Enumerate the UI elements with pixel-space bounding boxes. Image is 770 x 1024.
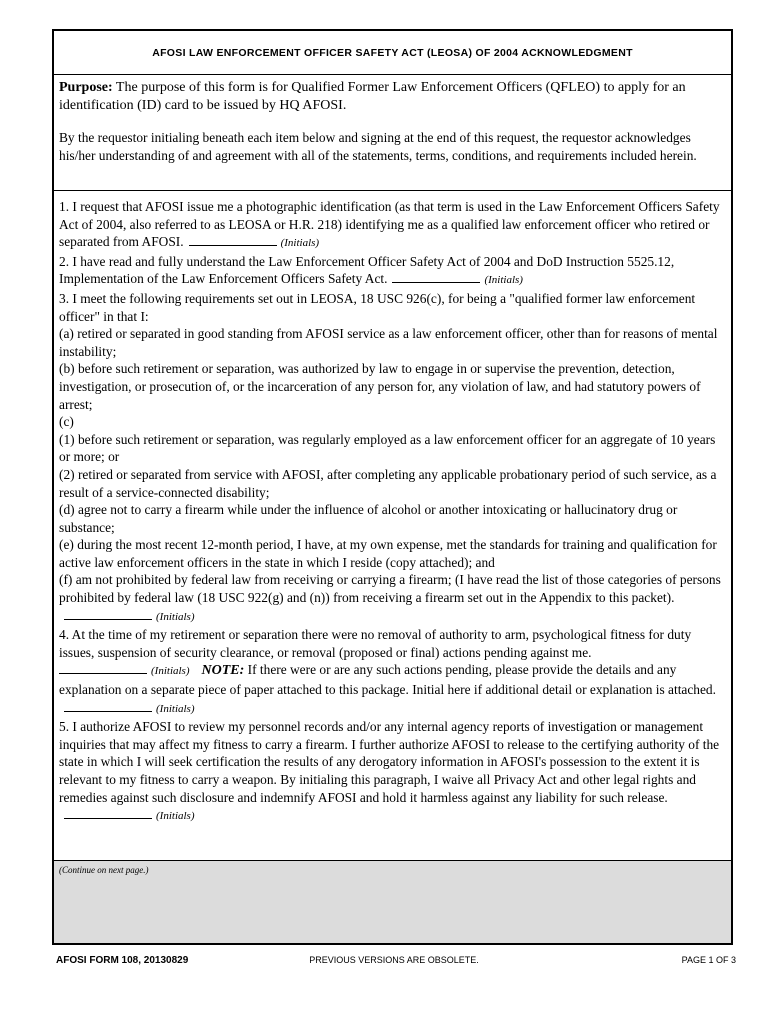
initials-field-2[interactable] <box>392 272 480 283</box>
item-3b: (b) before such retirement or separation, was authorized by law to engage in or supervise the prevention, detection, investigation, or prosecution of, or the incarceration of any person for, any violation of law, and had statutory powers of arrest; <box>59 361 701 412</box>
item-5-text: 5. I authorize AFOSI to review my personnel records and/or any internal agency reports of investigation or management inquiries that may affect my fitness to carry a firearm. I further authorize AFOSI to release to the certifying authority of the state in which I will seek certification the results of any derogatory information in AFOSI's possession to the extent it is relevant to my fitness to carry a weapon. By initialing this paragraph, I waive all Privacy Act and other legal rights and remedies against such disclosure and indemnify AFOSI and hold it harmless against any liability for such release. <box>59 719 720 805</box>
item-2-text: 2. I have read and fully understand the Law Enforcement Officer Safety Act of 2004 and DoD Instruction 5525.12, Implementation of the Law Enforcement Officers Safety Act. <box>59 253 675 287</box>
purpose-label: Purpose: <box>59 80 113 95</box>
form-body <box>54 191 731 860</box>
page-number: PAGE 1 OF 3 <box>681 955 736 965</box>
note-label: NOTE: <box>201 663 245 679</box>
initials-label: (Initials) <box>156 810 195 823</box>
initials-field-3[interactable] <box>64 609 152 620</box>
purpose-paragraph <box>59 79 725 115</box>
item-3f <box>59 571 725 626</box>
item-3e: (e) during the most recent 12-month period, I have, at my own expense, met the standards for training and qualification for active law enforcement officers in the state in which I reside (copy attached); and <box>59 537 717 570</box>
initials-field-4[interactable] <box>59 663 147 674</box>
initials-field-1[interactable] <box>189 235 277 246</box>
initials-label: (Initials) <box>151 665 190 678</box>
form-page <box>52 29 733 945</box>
item-5 <box>59 718 725 826</box>
initials-label: (Initials) <box>156 610 195 623</box>
initials-label: (Initials) <box>484 274 523 287</box>
item-3f-text: (f) am not prohibited by federal law from receiving or carrying a firearm; (I have read the list of those categories of persons prohibited by federal law (18 USC 922(g) and (n)) from receiving a firearm set out in the Appendix to this packet). <box>59 572 721 606</box>
initials-label: (Initials) <box>280 237 320 250</box>
item-3: 3. I meet the following requirements set out in LEOSA, 18 USC 926(c), for being a "qualified former law enforcement officer" in that I: <box>59 290 696 324</box>
initials-label: (Initials) <box>156 702 195 715</box>
item-3c1: (1) before such retirement or separation, was regularly employed as a law enforcement officer for an aggregate of 10 years or more; or <box>59 431 716 465</box>
item-3c2: (2) retired or separated from service with AFOSI, after completing any applicable probationary period of such service, as a result of a service-connected disability; <box>59 466 717 500</box>
item-3c: (c) <box>59 414 74 430</box>
purpose-section <box>54 75 731 191</box>
item-4-note-text: If there were or are any such actions pending, please provide the details and any explanation on a separate piece of paper attached to this package. Initial here if additional detail or explanation is attached. <box>59 662 716 698</box>
item-1-text: 1. I request that AFOSI issue me a photographic identification (as that term is used in the Law Enforcement Officers Safety Act of 2004, also referred to as LEOSA or H.R. 218) identifying me as a qualified law enforcement officer who retired or separated from AFOSI. <box>59 199 720 250</box>
continue-box <box>54 860 731 943</box>
item-1 <box>59 198 725 253</box>
form-id: AFOSI FORM 108, 20130829 <box>56 955 189 966</box>
page-footer <box>52 955 736 969</box>
continue-note: (Continue on next page.) <box>59 865 149 875</box>
item-3a: (a) retired or separated in good standing from AFOSI service as a law enforcement officer, other than for reasons of mental instability; <box>59 326 718 359</box>
form-title: AFOSI LAW ENFORCEMENT OFFICER SAFETY ACT (LEOSA) OF 2004 ACKNOWLEDGMENT <box>54 31 731 75</box>
item-4-note <box>59 661 725 718</box>
item-4: 4. At the time of my retirement or separation there were no removal of authority to arm, psychological fitness for duty issues, suspension of security clearance, or removal (proposed or final) actions pending against me. <box>59 627 692 660</box>
acknowledgment-paragraph: By the requestor initialing beneath each item below and signing at the end of this request, the requestor acknowledges his/her understanding of and agreement with all of the statements, terms, conditions, and requirements included herein. <box>59 130 697 163</box>
initials-field-5[interactable] <box>64 701 152 712</box>
purpose-text: The purpose of this form is for Qualified Former Law Enforcement Officers (QFLEO) to apply for an identification (ID) card to be issued by HQ AFOSI. <box>59 80 686 113</box>
item-3d: (d) agree not to carry a firearm while under the influence of alcohol or another intoxicating or hallucinatory drug or substance; <box>59 502 678 535</box>
obsolete-notice: PREVIOUS VERSIONS ARE OBSOLETE. <box>309 955 479 965</box>
initials-field-6[interactable] <box>64 808 152 819</box>
item-2 <box>59 253 725 290</box>
